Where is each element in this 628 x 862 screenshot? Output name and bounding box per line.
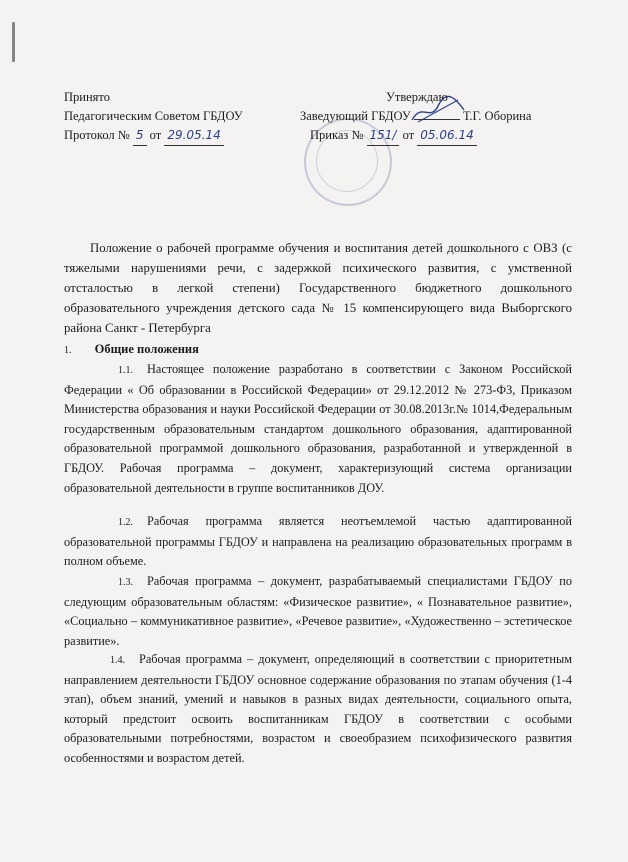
protocol-number: 5 <box>133 126 147 146</box>
clause-1-2: 1.2. Рабочая программа является неотъемлемой частью адаптированной образовательной программы ГБДОУ и направлена на реализацию образовательных программ в полном объеме. <box>64 514 572 569</box>
order-date: 05.06.14 <box>417 126 476 146</box>
council-label: Педагогическим Советом ГБДОУ <box>64 109 243 123</box>
document-title: Положение о рабочей программе обучения и воспитания детей дошкольного с ОВЗ (с тяжелыми нарушениями речи, с задержкой психического развития, с умственной отсталостью в легкой степени) Государственного бюджетного дошкольного образовательного учреждения детского сада № 15 компенсирующего вида Выборгского района Санкт - Петербурга <box>64 241 572 335</box>
clause-1-3: 1.3. Рабочая программа – документ, разрабатываемый специалистами ГБДОУ по следующим образовательным областям: «Физическое развитие», « Познавательное развитие», «Социально – коммуникативное развитие», «Речевое развитие», «Художественно – эстетическое развитие». <box>64 574 572 648</box>
scan-edge-mark <box>12 22 15 62</box>
approval-block-left <box>64 88 243 146</box>
head-name: Т.Г. Оборина <box>462 109 532 123</box>
accepted-label: Принято <box>64 90 110 104</box>
order-number: 151/ <box>367 126 400 146</box>
clause-1-1: 1.1. Настоящее положение разработано в соответствии с Законом Российской Федерации « Об образовании в Российской Федерации» от 29.12.2012 № 273-ФЗ, Приказом Министерства образования и науки Российской Федерации от 30.08.2013г.№ 1014,Федеральным государственным образовательным стандартом дошкольного образования, адаптированной образовательной программой дошкольного образования, разработанной и утвержденной в ГБДОУ. Рабочая программа – документ, характеризующий система организации образовательной деятельности в группе воспитанников ДОУ. <box>64 362 572 495</box>
section-heading: 1. Общие положения <box>64 342 199 356</box>
clause-1-4: 1.4. Рабочая программа – документ, определяющий в соответствии с приоритетным направлением деятельности ГБДОУ основное содержание образования по этапам обучения (1-4 этап), объем знаний, умений и навыков в разных видах деятельности, социального опыта, который предстоит освоить воспитанникам ГБДОУ в соответствии с особыми образовательными потребностями, возрастом и своеобразием психофизического развития особенностями и возрастом детей. <box>64 652 572 765</box>
protocol-date: 29.05.14 <box>164 126 223 146</box>
approval-block-right <box>300 88 560 146</box>
order-line: Приказ № 151/ от 05.06.14 <box>300 126 560 146</box>
protocol-line: Протокол № 5 от 29.05.14 <box>64 126 243 146</box>
approve-label: Утверждаю <box>386 90 448 104</box>
head-line: Заведующий ГБДОУ Т.Г. Оборина <box>300 109 532 123</box>
